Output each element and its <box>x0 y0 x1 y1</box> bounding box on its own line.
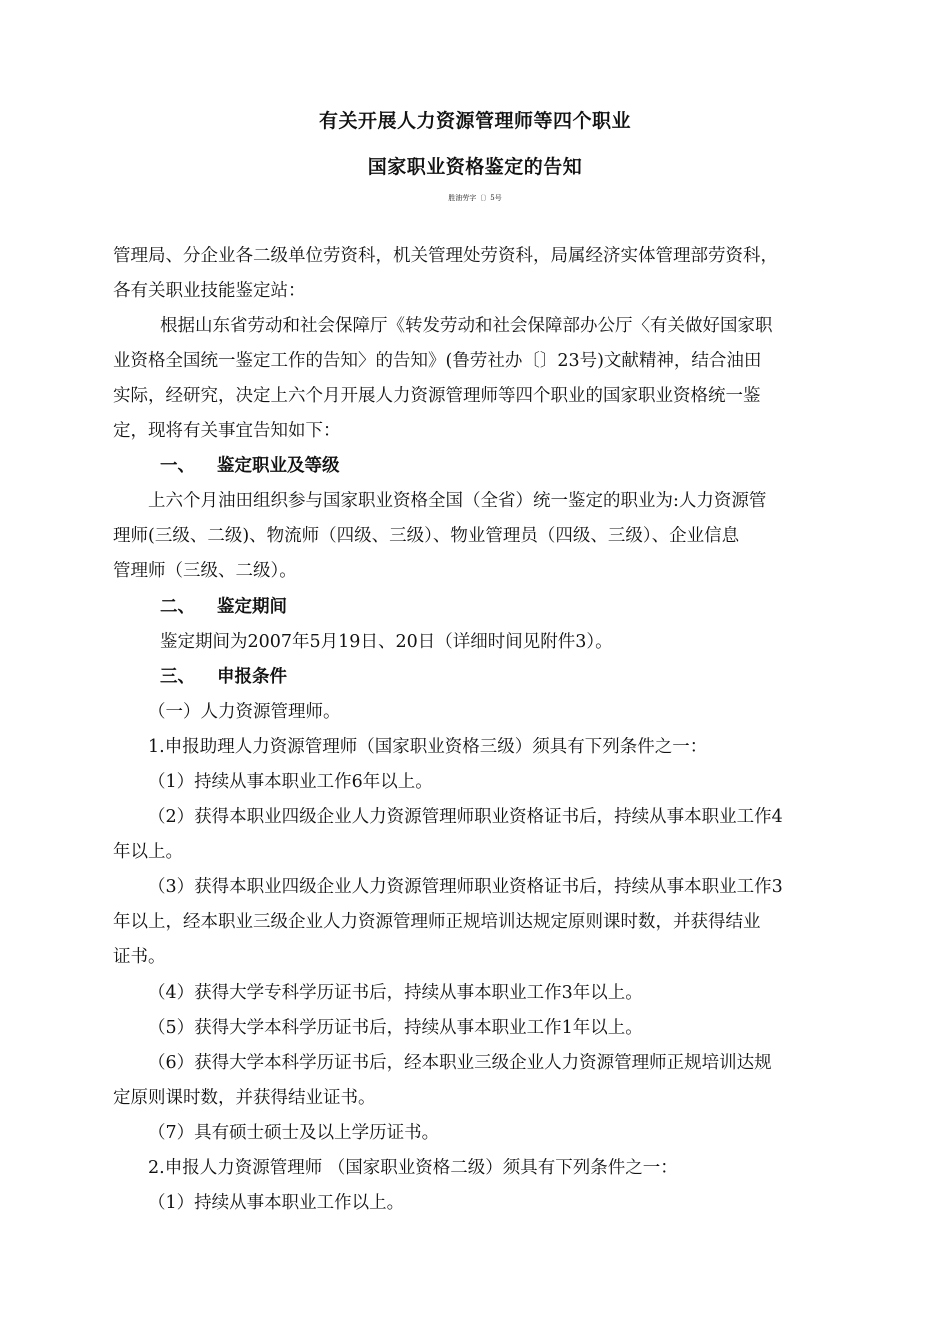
condition6-line2: 定原则课时数，并获得结业证书。 <box>113 1088 376 1108</box>
condition3-line1: （3）获得本职业四级企业人力资源管理师职业资格证书后，持续从事本职业工作3 <box>148 877 783 897</box>
intro-line2: 业资格全国统一鉴定工作的告知〉的告知》(鲁劳社办〔〕23号)文献精神，结合油田 <box>113 351 762 371</box>
intro-line3: 实际，经研究，决定上六个月开展人力资源管理师等四个职业的国家职业资格统一鉴 <box>113 386 761 406</box>
condition7: （7）具有硕士硕士及以上学历证书。 <box>148 1123 440 1143</box>
section2-heading <box>160 596 287 618</box>
section1-heading <box>160 455 340 477</box>
doc-title-line2: 国家职业资格鉴定的告知 <box>367 156 583 178</box>
condition1: （1）持续从事本职业工作6年以上。 <box>148 772 433 792</box>
section1-number: 一、 <box>160 456 195 476</box>
section3-heading <box>160 666 287 688</box>
section2-line1: 鉴定期间为2007年5月19日、20日（详细时间见附件3）。 <box>160 632 613 652</box>
section2-title: 鉴定期间 <box>217 597 287 617</box>
section2-number: 二、 <box>160 597 195 617</box>
item1-text: 1.申报助理人力资源管理师（国家职业资格三级）须具有下列条件之一： <box>148 737 708 757</box>
subsection1-title: （一）人力资源管理师。 <box>148 702 341 722</box>
condition2-line1: （2）获得本职业四级企业人力资源管理师职业资格证书后，持续从事本职业工作4 <box>148 807 783 827</box>
condition4: （4）获得大学专科学历证书后，持续从事本职业工作3年以上。 <box>148 983 643 1003</box>
section3-title: 申报条件 <box>217 667 287 687</box>
condition3-line3: 证书。 <box>113 947 166 967</box>
intro-line1: 根据山东省劳动和社会保障厅《转发劳动和社会保障部办公厅〈有关做好国家职 <box>160 316 773 336</box>
section1-title: 鉴定职业及等级 <box>217 456 340 476</box>
section3-number: 三、 <box>160 667 195 687</box>
section1-line2: 理师(三级、二级)、物流师（四级、三级）、物业管理员（四级、三级）、企业信息 <box>113 526 740 546</box>
condition3-line2: 年以上，经本职业三级企业人力资源管理师正规培训达规定原则课时数，并获得结业 <box>113 912 761 932</box>
section1-line3: 管理师（三级、二级）。 <box>113 561 297 581</box>
recipients-line2: 各有关职业技能鉴定站： <box>113 281 306 301</box>
doc-title-line1: 有关开展人力资源管理师等四个职业 <box>318 110 631 132</box>
doc-number: 胜油劳字〔〕5号 <box>448 194 502 202</box>
condition2-line2: 年以上。 <box>113 842 183 862</box>
condition5: （5）获得大学本科学历证书后，持续从事本职业工作1年以上。 <box>148 1018 643 1038</box>
intro-line4: 定，现将有关事宜告知如下： <box>113 421 341 441</box>
item2-text: 2.申报人力资源管理师 （国家职业资格二级）须具有下列条件之一： <box>148 1158 678 1178</box>
condition6-line1: （6）获得大学本科学历证书后，经本职业三级企业人力资源管理师正规培训达规 <box>148 1053 772 1073</box>
item2-condition1: （1）持续从事本职业工作以上。 <box>148 1193 405 1213</box>
section1-line1: 上六个月油田组织参与国家职业资格全国（全省）统一鉴定的职业为:人力资源管 <box>148 491 767 511</box>
recipients-line1: 管理局、分企业各二级单位劳资科，机关管理处劳资科，局属经济实体管理部劳资科， <box>113 246 778 266</box>
